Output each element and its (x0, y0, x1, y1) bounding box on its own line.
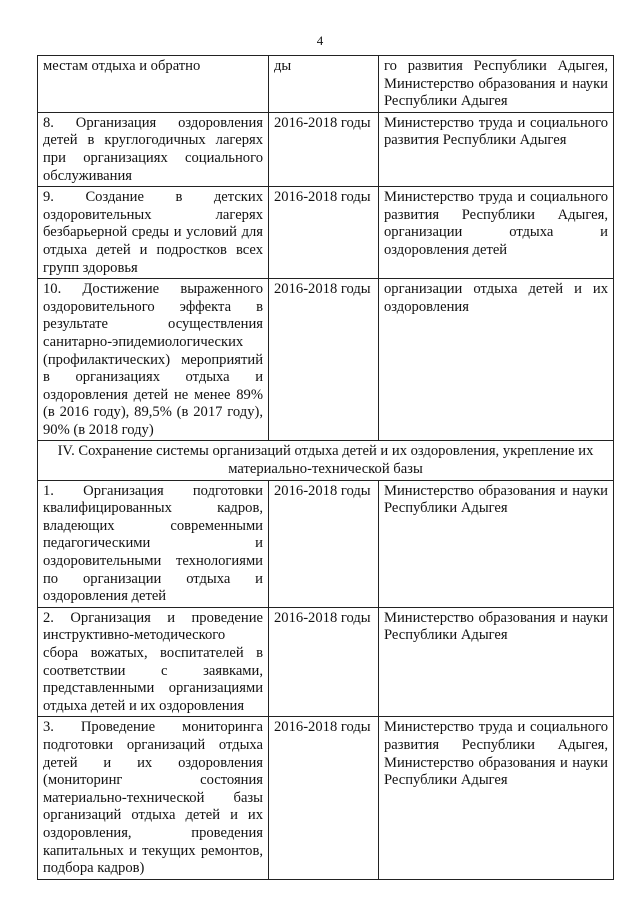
responsible-cell: Министерство труда и социального развития Республики Адыгея (379, 112, 614, 186)
deadline-cell: 2016-2018 годы (269, 279, 379, 441)
activity-cell: местам отдыха и обратно (38, 56, 269, 113)
deadline-cell: 2016-2018 годы (269, 480, 379, 607)
activities-table (37, 55, 614, 880)
page-number: 4 (316, 33, 324, 48)
deadline-cell: 2016-2018 годы (269, 717, 379, 879)
responsible-cell: го развития Республики Адыгея, Министерство образования и науки Республики Адыгея (379, 56, 614, 113)
table-row (38, 480, 614, 607)
table-row (38, 112, 614, 186)
table-row (38, 717, 614, 879)
section-heading: IV. Сохранение системы организаций отдыха детей и их оздоровления, укрепление их материально-технической базы (38, 441, 614, 480)
deadline-cell: 2016-2018 годы (269, 112, 379, 186)
responsible-cell: организации отдыха детей и их оздоровления (379, 279, 614, 441)
table-row (38, 56, 614, 113)
activity-cell: 3. Проведение мониторинга подготовки организаций отдыха детей и их оздоровления (мониторинг состояния материально-технической базы организаций отдыха детей и их оздоровления, проведения капитальных и текущих ремонтов, подбора кадров) (38, 717, 269, 879)
table-row (38, 187, 614, 279)
table-row (38, 279, 614, 441)
activity-cell: 1. Организация подготовки квалифицированных кадров, владеющих современными педагогическими и оздоровительными технологиями по организации отдыха и оздоровления детей (38, 480, 269, 607)
table-row (38, 607, 614, 717)
activity-cell: 8. Организация оздоровления детей в круглогодичных лагерях при организациях социального обслуживания (38, 112, 269, 186)
activity-cell: 2. Организация и проведение инструктивно-методического сбора вожатых, воспитателей в соответствии с заявками, представленными организациями отдыха детей и их оздоровления (38, 607, 269, 717)
activity-cell: 10. Достижение выраженного оздоровительного эффекта в результате осуществления санитарно-эпидемиологических (профилактических) мероприятий в организациях отдыха и оздоровления детей не менее 89% (в 2016 году), 89,5% (в 2017 году), 90% (в 2018 году) (38, 279, 269, 441)
responsible-cell: Министерство образования и науки Республики Адыгея (379, 480, 614, 607)
activity-cell: 9. Создание в детских оздоровительных лагерях безбарьерной среды и условий для отдыха детей и подростков всех групп здоровья (38, 187, 269, 279)
responsible-cell: Министерство труда и социального развития Республики Адыгея, Министерство образования и науки Республики Адыгея (379, 717, 614, 879)
responsible-cell: Министерство образования и науки Республики Адыгея (379, 607, 614, 717)
deadline-cell: ды (269, 56, 379, 113)
deadline-cell: 2016-2018 годы (269, 607, 379, 717)
deadline-cell: 2016-2018 годы (269, 187, 379, 279)
section-heading-row (38, 441, 614, 480)
responsible-cell: Министерство труда и социального развития Республики Адыгея, организации отдыха и оздоровления детей (379, 187, 614, 279)
